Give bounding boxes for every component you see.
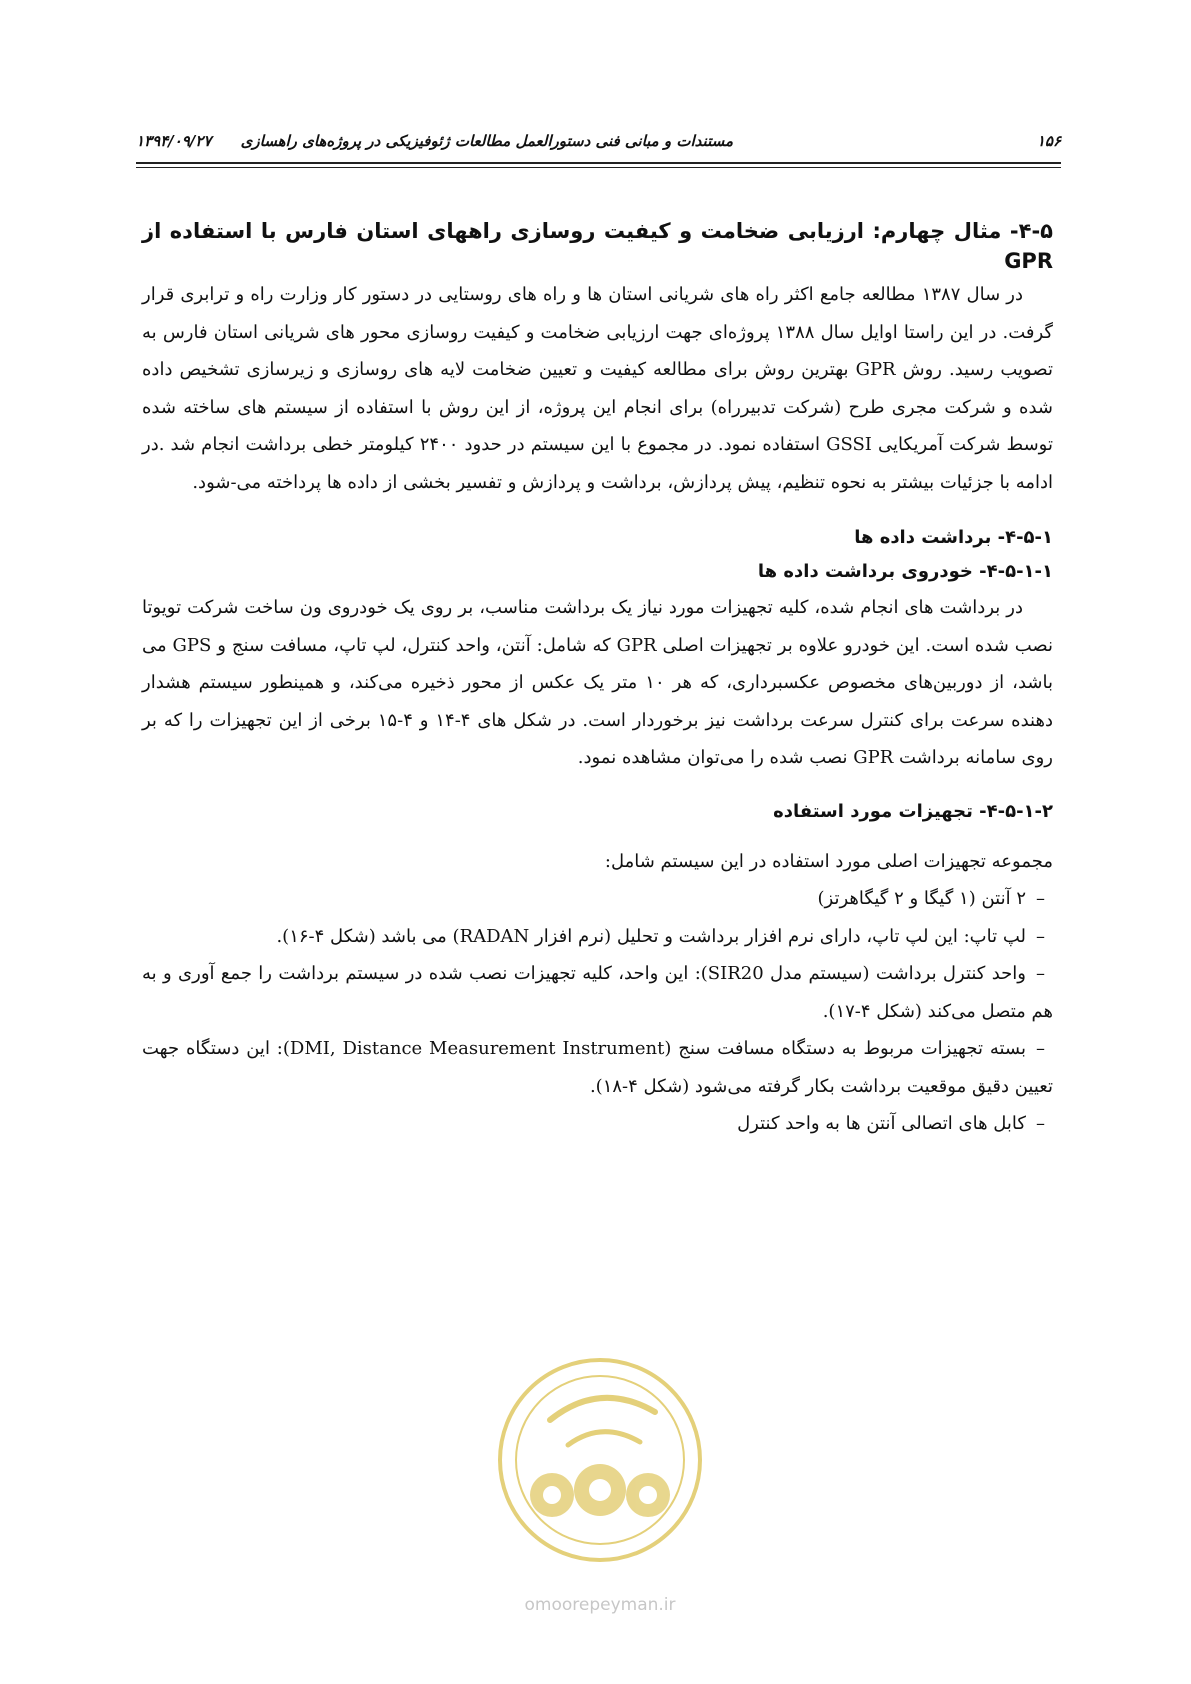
watermark-website: omoorepeyman.ir — [524, 1595, 676, 1615]
header-rule-thick — [136, 162, 1061, 164]
list-dash: – — [1036, 888, 1045, 909]
list-item — [142, 1105, 1053, 1143]
header-line — [136, 132, 733, 150]
list-item-text: کابل های اتصالی آنتن ها به واحد کنترل — [737, 1113, 1026, 1134]
header-date: ۱۳۹۴/۰۹/۲۷ — [136, 132, 212, 150]
subsection-heading-data-acquisition: ۴-۵-۱- برداشت داده ها — [854, 527, 1053, 548]
section-heading: ۴-۵- مثال چهارم: ارزیابی ضخامت و کیفیت روسازی راههای استان فارس با استفاده از GPR — [142, 219, 1053, 273]
running-header — [136, 128, 1061, 158]
list-item — [142, 1030, 1053, 1105]
body-content — [142, 216, 1053, 1143]
list-dash: – — [1036, 1038, 1045, 1059]
page-number: ۱۵۶ — [1036, 132, 1061, 150]
list-dash: – — [1036, 963, 1045, 984]
list-item-text: لپ تاپ: این لپ تاپ، دارای نرم افزار برداشت و تحلیل (نرم افزار RADAN) می باشد (شکل ۴-۱۶). — [276, 925, 1026, 947]
list-dash: – — [1036, 1113, 1045, 1134]
list-item — [142, 880, 1053, 918]
watermark-seal — [490, 1350, 710, 1570]
subsection-heading-vehicle: ۴-۵-۱-۱- خودروی برداشت داده ها — [757, 561, 1053, 582]
list-item — [142, 918, 1053, 956]
list-dash: – — [1036, 925, 1045, 947]
equipment-intro: مجموعه تجهیزات اصلی مورد استفاده در این سیستم شامل: — [604, 850, 1053, 872]
header-title: مستندات و مبانی فنی دستورالعمل مطالعات ژئوفیزیکی در پروژه‌های راهسازی — [240, 132, 734, 150]
list-item-text: ۲ آنتن (۱ گیگا و ۲ گیگاهرتز) — [817, 888, 1026, 909]
list-item-text: واحد کنترل برداشت (سیستم مدل SIR20): این واحد، کلیه تجهیزات نصب شده در سیستم برداشت را جمع آوری و به هم متصل می‌کند (شکل ۴-۱۷). — [142, 963, 1053, 1022]
vehicle-paragraph: در برداشت های انجام شده، کلیه تجهیزات مورد نیاز یک برداشت مناسب، بر روی یک خودروی ون ساخت شرکت تویوتا نصب شده است. این خودرو علاوه بر تجهیزات اصلی GPR که شامل: آنتن، واحد کنترل، لپ تاپ، مسافت سنج و GPS می باشد، از دوربین‌های مخصوص عکسبرداری، که هر ۱۰ متر یک عکس از محور ذخیره می‌کند، و همینطور سیستم هشدار دهنده سرعت برای کنترل سرعت برداشت نیز برخوردار است. در شکل های ۴-۱۴ و ۴-۱۵ برخی از این تجهیزات را که بر روی سامانه برداشت GPR نصب شده را می‌توان مشاهده نمود. — [142, 597, 1053, 768]
header-rule-thin — [136, 167, 1061, 168]
equipment-list — [142, 880, 1053, 1143]
section-intro-paragraph: در سال ۱۳۸۷ مطالعه جامع اکثر راه های شریانی استان ها و راه های روستایی در دستور کار وزارت راه و ترابری قرار گرفت. در این راستا اوایل سال ۱۳۸۸ پروژه‌ای جهت ارزیابی ضخامت و کیفیت روسازی محور های شریانی استان فارس به تصویب رسید. روش GPR بهترین روش برای مطالعه کیفیت و تعیین ضخامت لایه های روسازی و زیرسازی تشخیص داده شده و شرکت مجری طرح (شرکت تدبیرراه) برای انجام این پروژه، از این روش با استفاده از سیستم های ساخته شده توسط شرکت آمریکایی GSSI استفاده نمود. در مجموع با این سیستم در حدود ۲۴۰۰ کیلومتر خطی برداشت انجام شد .در ادامه با جزئیات بیشتر به نحوه تنظیم، پیش پردازش، برداشت و پردازش و تفسیر بخشی از داده ها پرداخته می-شود. — [142, 284, 1054, 493]
subsection-heading-equipment: ۴-۵-۱-۲- تجهیزات مورد استفاده — [773, 800, 1053, 822]
list-item — [142, 955, 1053, 1030]
list-item-text: بسته تجهیزات مربوط به دستگاه مسافت سنج (DMI, Distance Measurement Instrument): این دستگاه جهت تعیین دقیق موقعیت برداشت بکار گرفته می‌شود (شکل ۴-۱۸). — [142, 1038, 1053, 1097]
